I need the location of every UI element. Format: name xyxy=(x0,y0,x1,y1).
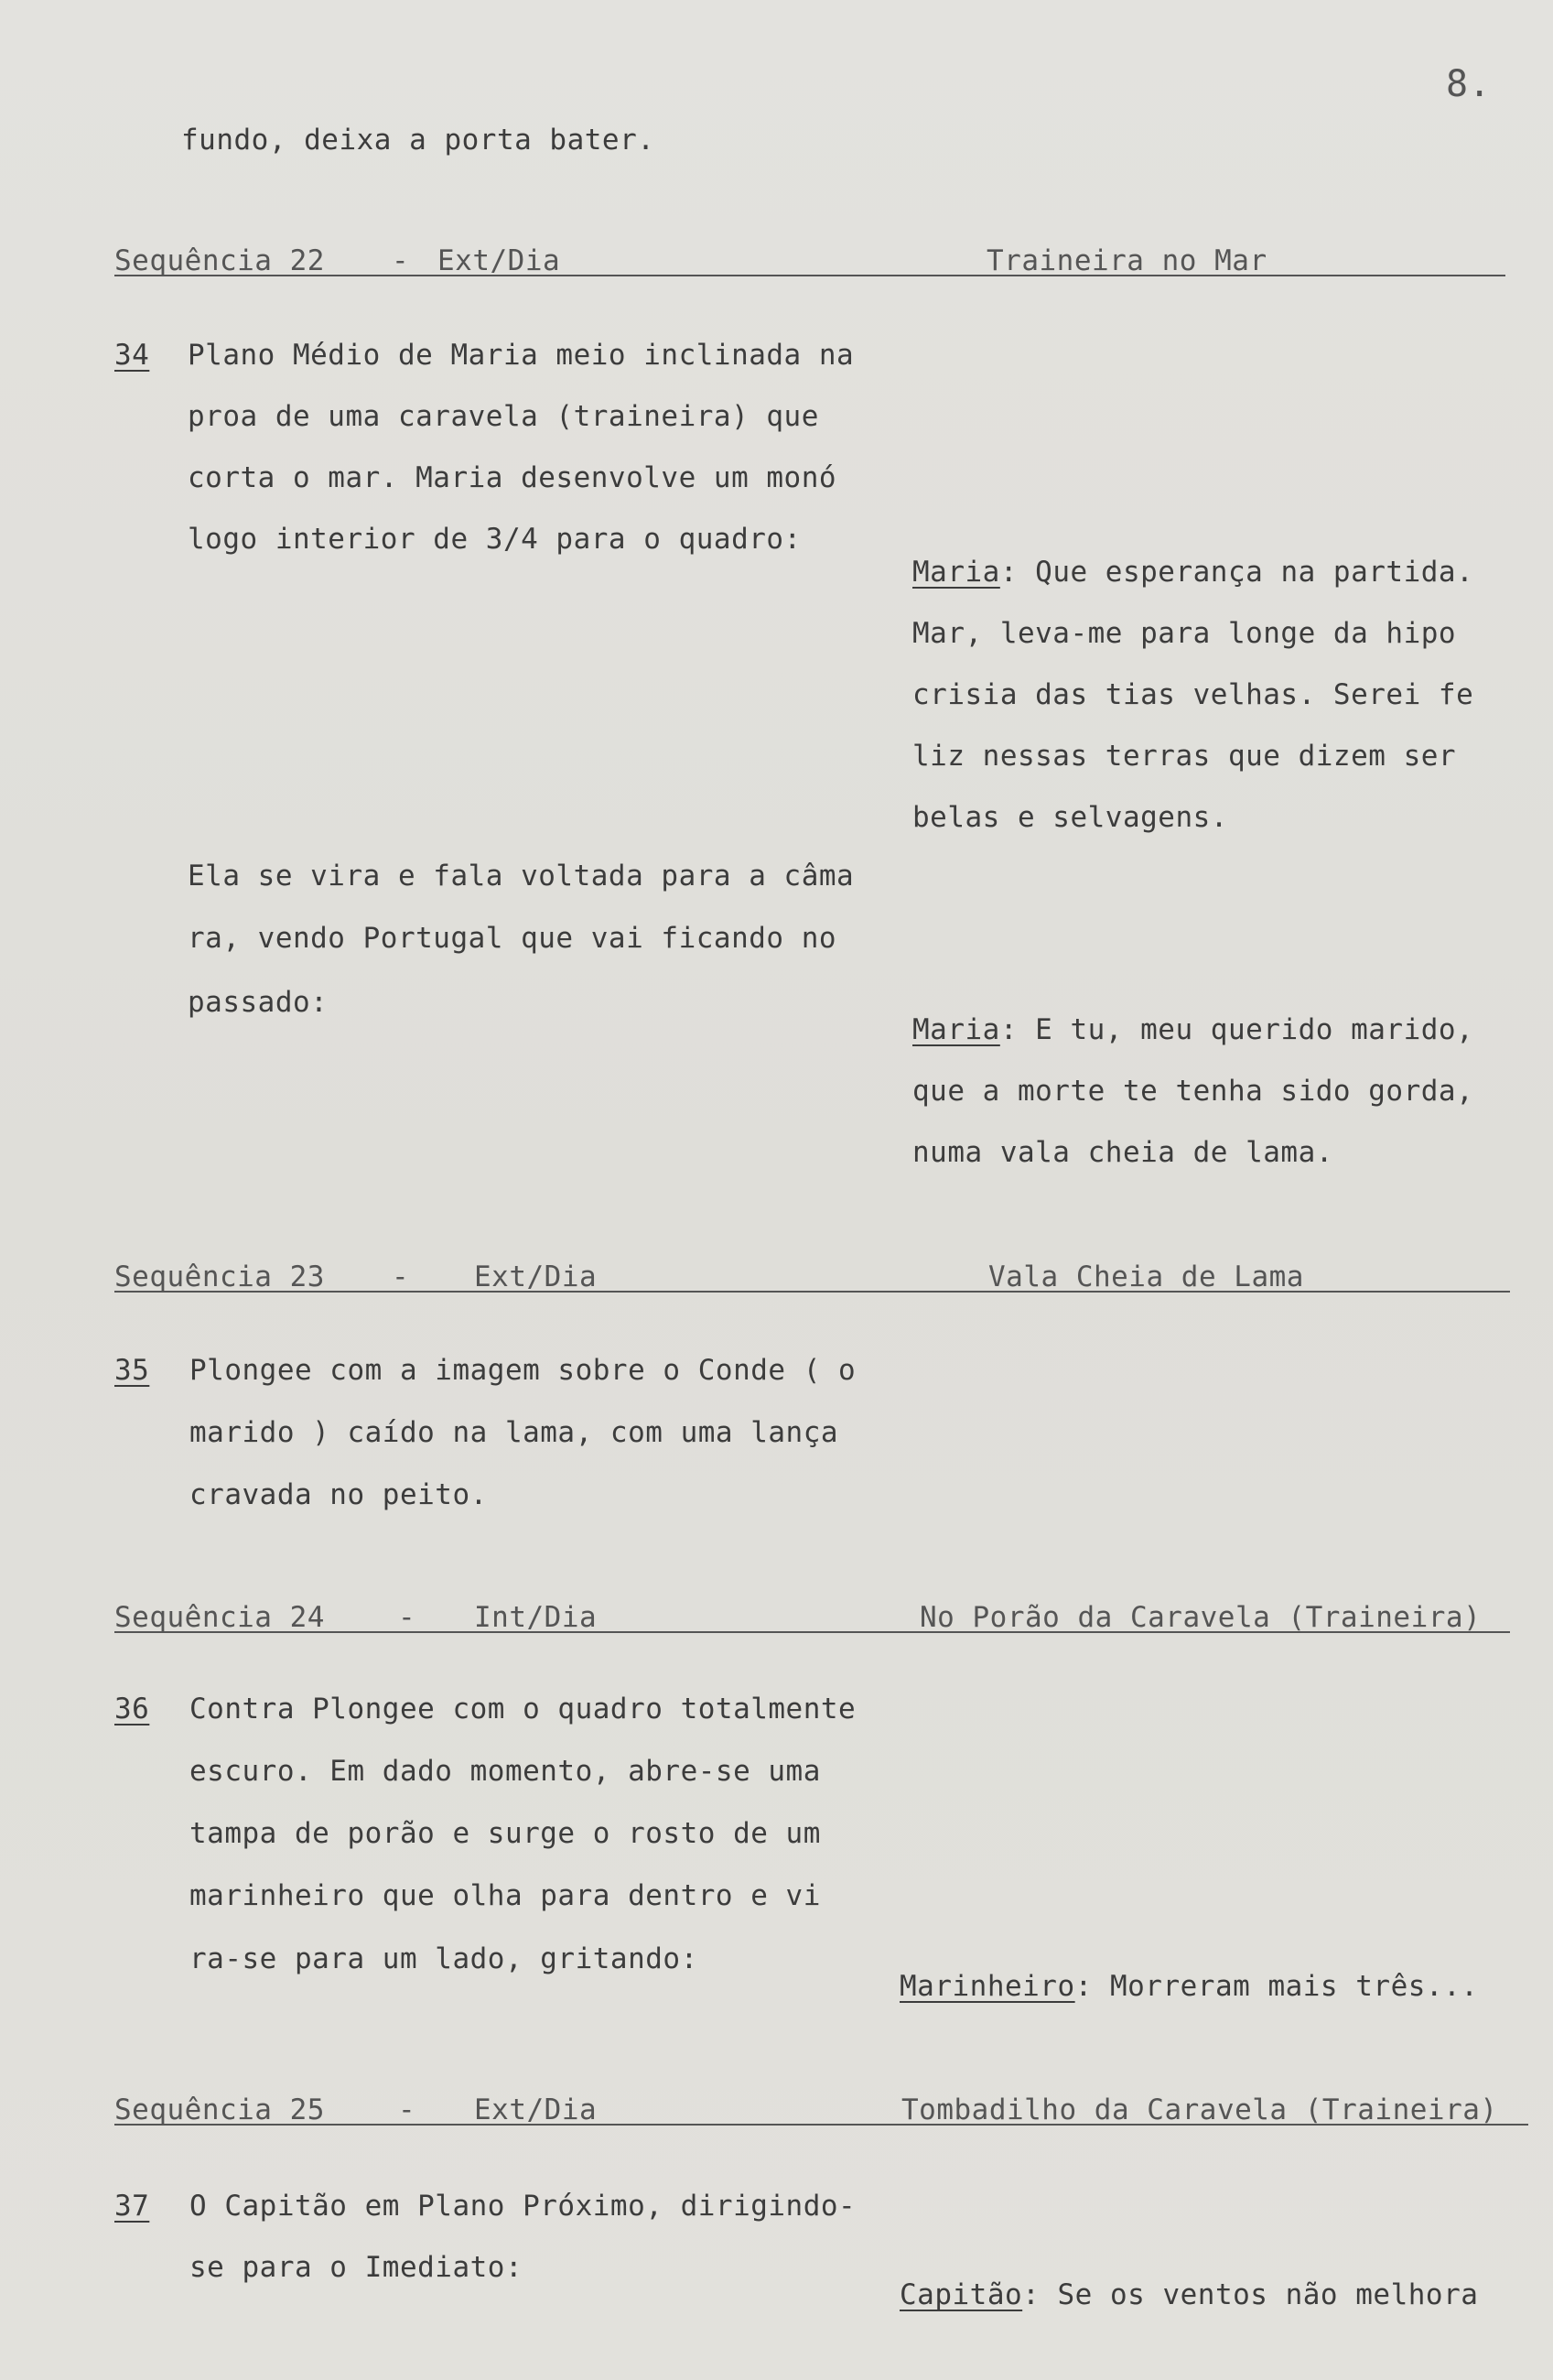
sequence-rule xyxy=(114,1291,1510,1293)
action-line: escuro. Em dado momento, abre-se uma xyxy=(189,1755,821,1788)
sequence-label: Sequência 23 xyxy=(114,1260,325,1293)
shot-number: 36 xyxy=(114,1693,150,1726)
speaker-name: Capitão xyxy=(900,2278,1023,2311)
sequence-time: Ext/Dia xyxy=(474,2093,598,2126)
shot-number: 37 xyxy=(114,2190,150,2223)
dialogue-line: Maria: E tu, meu querido marido, xyxy=(912,1013,1474,1046)
action-line: marido ) caído na lama, com uma lança xyxy=(189,1416,839,1449)
sequence-dash: - xyxy=(398,1601,416,1634)
sequence-time: Int/Dia xyxy=(474,1601,598,1634)
action-line: corta o mar. Maria desenvolve um monó xyxy=(188,461,837,494)
dialogue-line: que a morte te tenha sido gorda, xyxy=(912,1075,1474,1108)
sequence-time: Ext/Dia xyxy=(474,1260,598,1293)
action-line: proa de uma caravela (traineira) que xyxy=(188,400,819,433)
dialogue-line: Maria: Que esperança na partida. xyxy=(912,556,1474,589)
top-line: fundo, deixa a porta bater. xyxy=(181,124,655,157)
action-line: se para o Imediato: xyxy=(189,2251,523,2284)
action-line: marinheiro que olha para dentro e vi xyxy=(189,1879,821,1912)
dialogue-line: Mar, leva-me para longe da hipo xyxy=(912,617,1457,650)
action-line: ra, vendo Portugal que vai ficando no xyxy=(188,922,837,955)
dialogue-line: liz nessas terras que dizem ser xyxy=(912,740,1457,773)
action-line: ra-se para um lado, gritando: xyxy=(189,1942,698,1975)
dialogue-line: numa vala cheia de lama. xyxy=(912,1136,1333,1169)
sequence-dash: - xyxy=(392,244,410,277)
action-line: Plongee com a imagem sobre o Conde ( o xyxy=(189,1354,857,1387)
sequence-location: No Porão da Caravela (Traineira) xyxy=(920,1601,1482,1634)
sequence-time: Ext/Dia xyxy=(437,244,561,277)
speaker-name: Marinheiro xyxy=(900,1970,1075,2003)
sequence-label: Sequência 24 xyxy=(114,1601,325,1634)
sequence-location: Vala Cheia de Lama xyxy=(988,1260,1304,1293)
sequence-dash: - xyxy=(392,1260,410,1293)
action-line: passado: xyxy=(188,986,329,1019)
action-line: Ela se vira e fala voltada para a câma xyxy=(188,860,855,892)
speaker-name: Maria xyxy=(912,556,1000,589)
sequence-rule xyxy=(114,1631,1510,1633)
shot-number: 35 xyxy=(114,1354,150,1387)
action-line: Contra Plongee com o quadro totalmente xyxy=(189,1693,857,1726)
sequence-location: Traineira no Mar xyxy=(987,244,1267,277)
action-line: O Capitão em Plano Próximo, dirigindo- xyxy=(189,2190,857,2223)
sequence-rule xyxy=(114,2124,1528,2126)
sequence-rule xyxy=(114,275,1505,276)
action-line: cravada no peito. xyxy=(189,1478,488,1511)
sequence-dash: - xyxy=(398,2093,416,2126)
speaker-name: Maria xyxy=(912,1013,1000,1046)
page-number: 8. xyxy=(1446,63,1492,105)
sequence-location: Tombadilho da Caravela (Traineira) xyxy=(901,2093,1498,2126)
sequence-label: Sequência 25 xyxy=(114,2093,325,2126)
action-line: tampa de porão e surge o rosto de um xyxy=(189,1817,821,1850)
action-line: logo interior de 3/4 para o quadro: xyxy=(188,523,802,556)
dialogue-line: Capitão: Se os ventos não melhora xyxy=(900,2278,1479,2311)
shot-number: 34 xyxy=(114,339,150,372)
dialogue-line: belas e selvagens. xyxy=(912,801,1228,834)
sequence-label: Sequência 22 xyxy=(114,244,325,277)
action-line: Plano Médio de Maria meio inclinada na xyxy=(188,339,855,372)
dialogue-line: crisia das tias velhas. Serei fe xyxy=(912,678,1474,711)
dialogue-line: Marinheiro: Morreram mais três... xyxy=(900,1970,1479,2003)
